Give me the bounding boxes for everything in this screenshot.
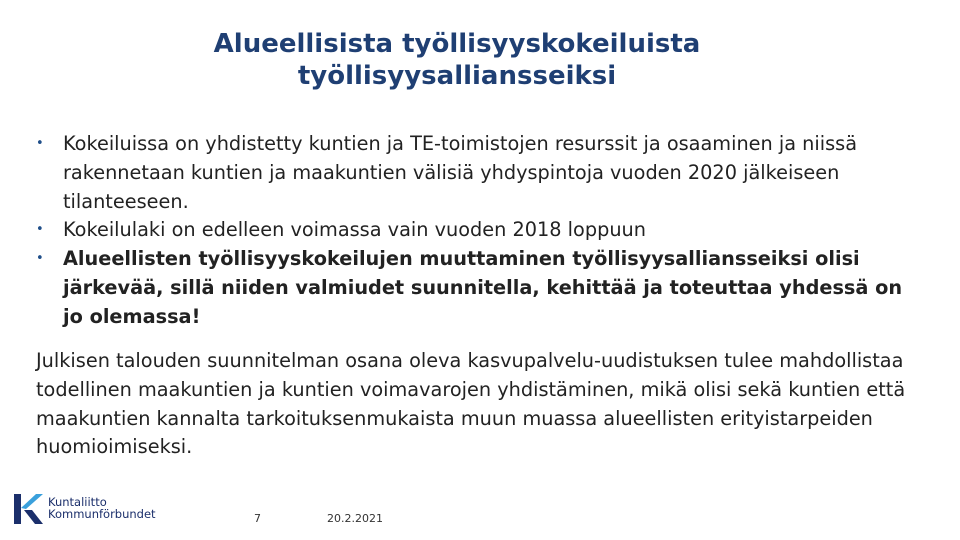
slide-title — [0, 28, 914, 92]
logo-text — [48, 496, 156, 520]
bullet-icon: • — [36, 136, 44, 151]
slide-title-line: Alueellisista työllisyyskokeiluista — [213, 29, 701, 59]
bullet-item — [36, 245, 916, 331]
kuntaliitto-logo-mark-icon — [10, 492, 46, 526]
bullet-item — [36, 216, 916, 245]
bullet-text: Kokeiluissa on yhdistetty kuntien ja TE-toimistojen resurssit ja osaaminen ja niissä rakennetaan kuntien ja maakuntien välisiä yhdyspintoja vuoden 2020 jälkeiseen tilanteeseen. — [63, 132, 858, 213]
bullet-item — [36, 130, 916, 216]
bullet-text: Alueellisten työllisyyskokeilujen muuttaminen työllisyysalliansseiksi olisi järkevää, sillä niiden valmiudet suunnitella, kehittää ja toteuttaa yhdessä on jo olemassa! — [63, 247, 903, 328]
slide-title-line: työllisyysalliansseiksi — [297, 61, 617, 91]
logo-text-line: Kuntaliitto — [48, 495, 107, 509]
bullet-icon: • — [36, 222, 44, 238]
body-paragraph: Julkisen talouden suunnitelman osana oleva kasvupalvelu-uudistuksen tulee mahdollistaa todellinen maakuntien ja kuntien voimavarojen yhdistäminen, mikä olisi sekä kuntien että maakuntien kannalta tarkoituksenmukaista muun muassa alueellisten erityistarpeiden huomioimiseksi. — [36, 349, 906, 459]
bullet-text: Kokeilulaki on edelleen voimassa vain vuoden 2018 loppuun — [63, 218, 646, 242]
logo-text-line: Kommunförbundet — [48, 507, 156, 521]
kuntaliitto-logo — [10, 492, 210, 526]
page-number: 7 — [254, 512, 261, 525]
bullet-list — [36, 130, 916, 332]
footer-date: 20.2.2021 — [327, 512, 383, 525]
bullet-icon: • — [36, 251, 44, 267]
